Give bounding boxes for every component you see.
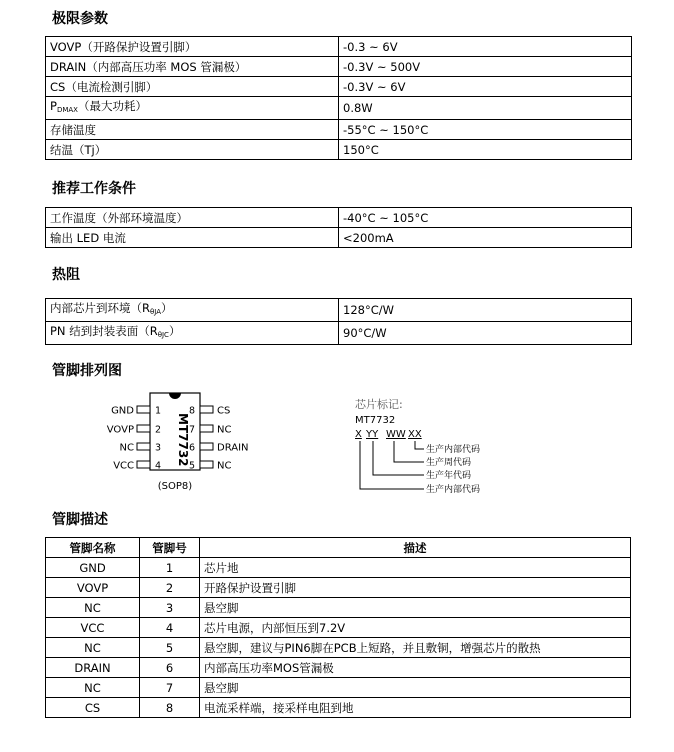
pin-name-cell: CS — [46, 698, 140, 718]
section-title-abs-max: 极限参数 — [52, 11, 108, 27]
marking-legend-item: 生产内部代码 — [426, 485, 481, 495]
value-cell: 90°C/W — [339, 322, 632, 345]
marking-legend-item: 生产周代码 — [426, 458, 472, 468]
pin-num-cell: 4 — [140, 618, 200, 638]
pin-number: 5 — [189, 460, 196, 472]
value-cell: 0.8W — [339, 97, 632, 120]
section-title-pin-desc: 管脚描述 — [52, 512, 108, 528]
chip-name: MT7732 — [176, 413, 190, 467]
pin-number: 8 — [189, 405, 196, 417]
param-cell: 内部芯片到环境$(R_{\theta JA})$ — [46, 299, 339, 322]
column-header: 描述 — [200, 538, 631, 558]
table-row — [46, 638, 631, 658]
table-row — [46, 120, 632, 140]
left-pin-3 — [120, 443, 162, 454]
section-title-thermal: 热阻 — [52, 267, 80, 283]
pin-label: VCC — [113, 460, 134, 472]
table-row — [46, 322, 632, 345]
table-row — [46, 37, 632, 57]
table-row — [46, 97, 632, 120]
table-row — [46, 228, 632, 248]
pin-label: GND — [111, 405, 134, 417]
marking-legend-item: 生产内部代码 — [426, 445, 481, 455]
pin-desc-cell: 内部高压功率MOS管漏极 — [200, 658, 631, 678]
pin-number: 4 — [155, 460, 162, 472]
pin-num-cell: 7 — [140, 678, 200, 698]
param-cell: PN 结到封装表面$(R_{\theta JC})$ — [46, 322, 339, 345]
pin-number: 3 — [155, 442, 162, 454]
column-header: 管脚号 — [140, 538, 200, 558]
pin-label: NC — [217, 460, 232, 472]
table-row — [46, 618, 631, 638]
pin-number: 2 — [155, 424, 162, 436]
pin-desc-cell: 开路保护设置引脚 — [200, 578, 631, 598]
pin-desc-cell: 芯片电源，内部恒压到7.2V — [200, 618, 631, 638]
table-row — [46, 77, 632, 97]
pin-num-cell: 6 — [140, 658, 200, 678]
pin-name-cell: VOVP — [46, 578, 140, 598]
marking-code-ww: WW — [386, 429, 406, 440]
param-cell: DRAIN（内部高压功率 MOS 管漏极） — [46, 57, 339, 77]
section-title-pinout: 管脚排列图 — [52, 363, 122, 379]
table-row — [46, 57, 632, 77]
table-row — [46, 558, 631, 578]
param-cell: 输出 LED 电流 — [46, 228, 339, 248]
table-row — [46, 578, 631, 598]
pin-label: NC — [119, 442, 134, 454]
package-label: (SOP8) — [157, 481, 193, 492]
pin-label: DRAIN — [217, 442, 249, 454]
table-row — [46, 658, 631, 678]
table-row — [46, 598, 631, 618]
param-cell: CS（电流检测引脚） — [46, 77, 339, 97]
marking-code-yy: YY — [366, 429, 379, 440]
param-cell: 存储温度 — [46, 120, 339, 140]
recommended-table — [45, 207, 632, 248]
table-row — [46, 140, 632, 160]
marking-title: 芯片标记: — [355, 398, 403, 411]
value-cell: <200mA — [339, 228, 632, 248]
pin-desc-cell: 悬空脚，建议与PIN6脚在PCB上短路，并且敷铜，增强芯片的散热 — [200, 638, 631, 658]
pin-name-cell: NC — [46, 678, 140, 698]
pin-desc-cell: 芯片地 — [200, 558, 631, 578]
pin-num-cell: 1 — [140, 558, 200, 578]
value-cell: -55°C ~ 150°C — [339, 120, 632, 140]
pin-number: 6 — [189, 442, 196, 454]
value-cell: -0.3 ~ 6V — [339, 37, 632, 57]
marking-legend-item: 生产年代码 — [426, 471, 472, 481]
table-row — [46, 208, 632, 228]
pin-num-cell: 8 — [140, 698, 200, 718]
marking-code-xx: XX — [408, 429, 422, 440]
table-row — [46, 299, 632, 322]
thermal-table — [45, 298, 632, 345]
pin-name-cell: NC — [46, 598, 140, 618]
value-cell: -0.3V ~ 500V — [339, 57, 632, 77]
marking-code-x: X — [355, 429, 362, 440]
pin-number: 7 — [189, 424, 196, 436]
table-row — [46, 698, 631, 718]
pin-number: 1 — [155, 405, 162, 417]
pin-desc-cell: 悬空脚 — [200, 678, 631, 698]
table-header-row — [46, 538, 631, 558]
pin-num-cell: 3 — [140, 598, 200, 618]
pinout-diagram — [0, 385, 674, 500]
marking-part: MT7732 — [355, 415, 396, 426]
pin-desc-cell: 电流采样端，接采样电阻到地 — [200, 698, 631, 718]
pin-label: CS — [217, 405, 231, 417]
section-title-recommended: 推荐工作条件 — [52, 181, 136, 197]
value-cell: -40°C ~ 105°C — [339, 208, 632, 228]
pin-name-cell: NC — [46, 638, 140, 658]
pin-num-cell: 5 — [140, 638, 200, 658]
marking-leader-lines — [360, 441, 424, 489]
param-cell: VOVP（开路保护设置引脚） — [46, 37, 339, 57]
param-cell: $P_{DMAX}$（最大功耗） — [46, 97, 339, 120]
pin-num-cell: 2 — [140, 578, 200, 598]
pin-label: NC — [217, 424, 232, 436]
table-row — [46, 678, 631, 698]
param-cell: 工作温度（外部环境温度） — [46, 208, 339, 228]
pin-desc-cell: 悬空脚 — [200, 598, 631, 618]
pin-label: VOVP — [106, 424, 134, 436]
pin-name-cell: DRAIN — [46, 658, 140, 678]
pin-name-cell: VCC — [46, 618, 140, 638]
pin-description-table — [45, 537, 631, 718]
pin-name-cell: GND — [46, 558, 140, 578]
param-cell: 结温（Tj） — [46, 140, 339, 160]
value-cell: 150°C — [339, 140, 632, 160]
column-header: 管脚名称 — [46, 538, 140, 558]
value-cell: 128°C/W — [339, 299, 632, 322]
abs-max-table — [45, 36, 632, 160]
value-cell: -0.3V ~ 6V — [339, 77, 632, 97]
